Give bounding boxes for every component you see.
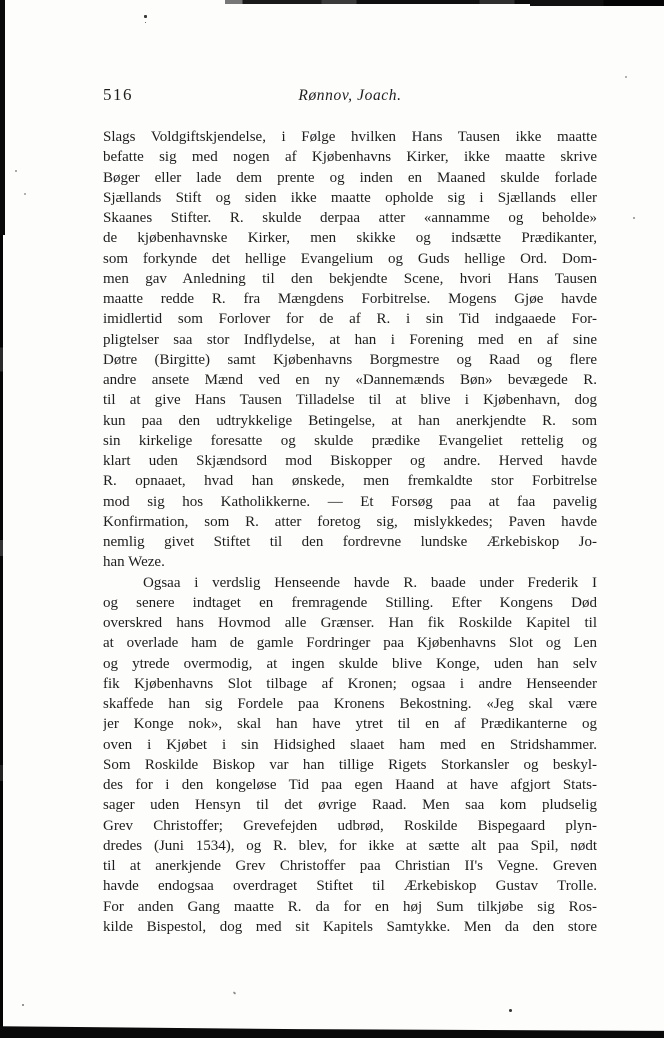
text-line: fik Kjøbenhavns Slot tilbage af Kronen; ogsaa i andre Henseender: [103, 675, 597, 692]
text-line: til at give Hans Tausen Tilladelse til at blive i Kjøbenhavn, dog: [103, 392, 597, 409]
scan-speck: [22, 1004, 24, 1006]
text-line: maatte redde R. fra Mængdens Forbitrelse. Mogens Gjøe havde: [103, 291, 597, 307]
scan-artifact-left-edge-top: [0, 0, 5, 235]
text-line: overskred hans Hovmod alle Grænser. Han fik Roskilde Kapitel til: [103, 615, 597, 631]
text-line: Sjællands Stift og siden ikke maatte opholde sig i Sjællands eller: [103, 189, 597, 206]
text-line: Ogsaa i verdslig Henseende havde R. baade under Frederik I: [143, 574, 597, 591]
scan-speck: [144, 15, 147, 18]
scan-artifact-left-edge: [0, 235, 3, 1038]
text-line: han Weze.: [103, 554, 165, 571]
text-line: nemlig givet Stiftet til den fordrevne lundske Ærkebiskop Jo-: [103, 534, 597, 550]
text-line: Konfirmation, som R. atter foretog sig, mislykkedes; Paven havde: [103, 513, 597, 530]
text-line: befatte sig med nogen af Kjøbenhavns Kirker, ikke maatte skrive: [103, 149, 597, 166]
page-number: 516: [103, 85, 133, 104]
text-line: oven i Kjøbet i sin Hidsighed slaaet ham med en Stridshammer.: [103, 736, 597, 753]
body-text: [103, 127, 597, 937]
text-line: Slags Voldgiftskjendelse, i Følge hvilken Hans Tausen ikke maatte: [103, 129, 597, 145]
text-line: kun paa den udtrykkelige Betingelse, at han anerkjendte R. som: [103, 412, 597, 429]
text-line: R. opnaaet, hvad han ønskede, men fremkaldte stor Forbitrelse: [103, 473, 597, 490]
text-line: sin kirkelige foresatte og skulde prædike Evangeliet rettelig og: [103, 432, 597, 449]
text-line: mod sig hos Katholikkerne. — Et Forsøg paa at faa pavelig: [103, 493, 597, 510]
scan-speck: [633, 217, 635, 219]
text-line: des for i den kongeløse Tid paa egen Haand at have afgjort Stats-: [103, 777, 597, 793]
text-line: klart uden Skjændsord mod Biskopper og andre. Herved havde: [103, 453, 597, 469]
scan-speck: [15, 170, 17, 172]
text-line: imidlertid som Forlover for de af R. i sin Tid indgaaede For-: [103, 311, 597, 328]
scan-artifact-bottom-edge: [0, 1025, 664, 1038]
scan-artifact-top-edge-right: [530, 0, 664, 6]
text-line: de kjøbenhavnske Kirker, men skikke og indsætte Prædikanter,: [103, 230, 597, 247]
scan-speck: [625, 76, 627, 78]
text-line: Som Roskilde Biskop var han tillige Rigets Storkansler og beskyl-: [103, 756, 597, 773]
text-line: Døtre (Birgitte) samt Kjøbenhavns Borgmestre og Raad og flere: [103, 351, 597, 368]
text-line: Grev Christoffer; Grevefejden udbrød, Roskilde Bispegaard plyn-: [103, 817, 597, 834]
text-line: og senere indtaget en fremragende Stilling. Efter Kongens Død: [103, 594, 597, 611]
text-line: skaffede han sig Fordele paa Kronens Bekostning. «Jeg skal være: [103, 696, 597, 712]
text-line: sager uden Hensyn til det øvrige Raad. Men saa kom pludselig: [103, 797, 597, 814]
scan-speck: [24, 193, 26, 195]
text-line: For anden Gang maatte R. da for en høj Sum tilkjøbe sig Ros-: [103, 898, 597, 915]
text-line: kilde Bispestol, dog med sit Kapitels Samtykke. Men da den store: [103, 918, 597, 935]
text-line: andre ansete Mænd ved en ny «Dannemænds Bøn» bevægede R.: [103, 372, 597, 388]
text-line: Skaanes Stifter. R. skulde derpaa atter «annamme og beholde»: [103, 210, 597, 226]
text-line: som forkynde det hellige Evangelium og Guds hellige Ord. Dom-: [103, 250, 597, 267]
text-line: Bøger eller lade dem prente og inden en Maaned skulde forlade: [103, 169, 597, 186]
text-line: jer Konge nok», skal han have ytret til en af Prædikanterne og: [103, 716, 597, 733]
scan-speck: [509, 1009, 512, 1012]
text-line: at overlade ham de gamle Fordringer paa Kjøbenhavns Slot og Len: [103, 635, 597, 652]
text-line: dredes (Juni 1534), og R. blev, for ikke at sætte alt paa Spil, nødt: [103, 837, 597, 854]
text-line: til at anerkjende Grev Christoffer paa Christian II's Vegne. Greven: [103, 858, 597, 874]
text-line: men gav Anledning til den bekjendte Scene, hvori Hans Tausen: [103, 270, 597, 287]
text-line: pligtelser saa stor Indflydelse, at han i Forening med en af sine: [103, 331, 597, 348]
scan-speck: [233, 991, 237, 994]
text-line: havde endogsaa overdraget Stiftet til Ærkebiskop Gustav Trolle.: [103, 878, 597, 895]
text-line: og ytrede overmodig, at ingen skulde blive Konge, uden han selv: [103, 655, 597, 672]
running-title: Rønnov, Joach.: [298, 87, 402, 104]
